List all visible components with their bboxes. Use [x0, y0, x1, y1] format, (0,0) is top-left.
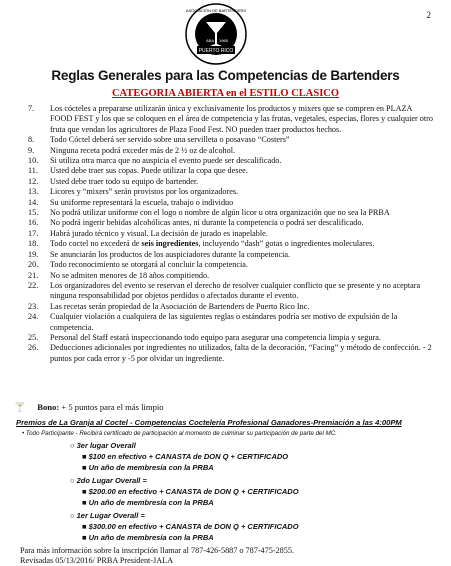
rule-item	[28, 135, 433, 145]
bono-label: Bono:	[37, 402, 60, 412]
rule-number: 26.	[28, 343, 39, 353]
rule-number: 16.	[28, 218, 39, 228]
rule-text: No podrá utilizar uniforme con el logo o nombre de algún licor u otra organización que no sea la PRBA	[50, 208, 390, 218]
rule-number: 22.	[28, 280, 39, 290]
emphasis-text: seis ingredientes	[141, 239, 199, 249]
prize-text: $100 en efectivo + CANASTA de DON Q + CERTIFICADO	[88, 452, 289, 461]
rule-number: 17.	[28, 228, 39, 238]
rule-item	[28, 312, 433, 333]
rules-list	[28, 104, 433, 364]
place-label-text: 1er Lugar Overall =	[76, 511, 145, 520]
association-logo	[184, 2, 248, 66]
place-label-text: 2do Lugar Overall =	[76, 476, 147, 485]
rule-text: Su uniforme representará la escuela, trabajo o individuo	[50, 197, 234, 207]
place-1-prize: ■ $300.00 en efectivo + CANASTA de DON Q + CERTIFICADO	[82, 522, 299, 531]
rule-number: 12.	[28, 176, 39, 186]
rule-text: Las recetas serán propiedad de la Asociación de Bartenders de Puerto Rico Inc.	[50, 301, 310, 311]
prize-text: Un año de membresía con la PRBA	[88, 498, 214, 507]
premios-title: Premios de La Granja al Coctel - Competencias Coctelería Profesional Ganadores-Premiación a las 4:00PM	[16, 418, 402, 427]
premios-intro-text: Todo Participante - Recibirá certificado de participación al momento de culminar su participación de parte del MC.	[25, 430, 337, 437]
place-3-prize: ■ Un año de membresía con la PRBA	[82, 463, 214, 472]
rule-item	[28, 281, 433, 302]
rule-item	[28, 187, 433, 197]
rule-item	[28, 104, 433, 135]
rule-number: 20.	[28, 260, 39, 270]
logo-year: 1965	[219, 38, 228, 43]
prize-text: Un año de membresía con la PRBA	[88, 463, 214, 472]
rule-text: Habrá jurado técnico y visual. La decisión de jurado es inapelable.	[50, 228, 268, 238]
rule-text: Los cócteles a prepararse utilizarán única y exclusivamente los productos y mixers que se compren en PLAZA FOOD FEST y los que se coloquen en el área de competencia y las frutas, vegetales, especias, flores y cualquier otro fruta que vendan los agricultores de Plaza Food Fest. NO pueden traer productos hechos.	[50, 104, 433, 134]
rule-number: 8.	[28, 135, 35, 145]
rule-item	[28, 239, 433, 249]
logo-initials: ABA	[206, 38, 215, 43]
place-1-label: ○ 1er Lugar Overall =	[70, 511, 145, 520]
prize-text: $300.00 en efectivo + CANASTA de DON Q + CERTIFICADO	[88, 522, 299, 531]
place-1-prize: ■ Un año de membresía con la PRBA	[82, 533, 214, 542]
rule-text: Ninguna receta podrá exceder más de 2 ½ oz de alcohol.	[50, 145, 236, 155]
rule-text: Si utiliza otra marca que no auspicia el evento puede ser descalificado.	[50, 156, 282, 166]
rule-number: 11.	[28, 166, 38, 176]
footer-revised: Revisadas 05/13/2016/ PRBA President-JALA	[20, 556, 174, 565]
rule-item	[28, 302, 433, 312]
place-3-label: ○ 3er lugar Overall	[70, 441, 136, 450]
place-3-prize: ■ $100 en efectivo + CANASTA de DON Q + CERTIFICADO	[82, 452, 289, 461]
rule-text: Todo Cóctel deberá ser servido sobre una servilleta o posavaso “Costers”	[50, 135, 290, 145]
rule-item	[28, 156, 433, 166]
rule-item	[28, 271, 433, 281]
footer-info: Para más información sobre la inscripción llamar al 787-426-5887 o 787-475-2855.	[20, 546, 294, 555]
rule-number: 24.	[28, 312, 39, 322]
rule-number: 21.	[28, 270, 39, 280]
rule-number: 25.	[28, 332, 39, 342]
bono-line	[14, 402, 164, 413]
place-2-prize: ■ Un año de membresía con la PRBA	[82, 498, 214, 507]
rule-number: 19.	[28, 249, 39, 259]
logo-ring-text: ASOCIACIÓN DE BARTENDERS	[185, 8, 247, 13]
rule-text: Deducciones adicionales por ingredientes no utilizados, falta de la decoración, “Facing” y método de confección. - 2 puntos por cada error y -5 por olvidar un ingrediente.	[50, 343, 432, 363]
prize-text: $200.00 en efectivo + CANASTA de DON Q + CERTIFICADO	[88, 487, 299, 496]
rule-number: 23.	[28, 301, 39, 311]
rule-text: Usted debe traer sus copas. Puede utilizar la copa que desee.	[50, 166, 248, 176]
premios-intro: • Todo Participante - Recibirá certificado de participación al momento de culminar su participación de parte del MC.	[22, 430, 337, 437]
logo-location: PUERTO RICO	[198, 48, 234, 54]
rule-number: 14.	[28, 197, 39, 207]
bono-text: + 5 puntos para el más limpio	[61, 402, 164, 412]
rule-text: Licores y “mixers” serán provistos por los organizadores.	[50, 187, 239, 197]
page-title: Reglas Generales para las Competencias de Bartenders	[51, 68, 400, 83]
page-number: 2	[426, 10, 431, 20]
rule-item	[28, 250, 433, 260]
place-2-label: ○ 2do Lugar Overall =	[70, 476, 147, 485]
rule-item	[28, 343, 433, 364]
rule-number: 7.	[28, 104, 35, 113]
rule-text: No se admiten menores de 18 años compitiendo.	[50, 270, 210, 280]
rule-item	[28, 229, 433, 239]
rule-item	[28, 146, 433, 156]
rule-text: Todo coctel no excederá de seis ingredientes, incluyendo “dash” gotas o ingredientes moleculares.	[50, 239, 375, 249]
place-2-prize: ■ $200.00 en efectivo + CANASTA de DON Q + CERTIFICADO	[82, 487, 299, 496]
place-label-text: 3er lugar Overall	[76, 441, 136, 450]
rule-item	[28, 333, 433, 343]
rule-item	[28, 177, 433, 187]
rule-item	[28, 166, 433, 176]
rule-number: 10.	[28, 156, 39, 166]
rule-number: 18.	[28, 239, 39, 249]
rule-item	[28, 208, 433, 218]
rule-number: 13.	[28, 187, 39, 197]
rule-number: 9.	[28, 145, 35, 155]
rule-text: Usted debe traer todo su equipo de bartender.	[50, 176, 199, 186]
rule-item	[28, 218, 433, 228]
page-subtitle: CATEGORIA ABIERTA en el ESTILO CLASICO	[111, 88, 340, 99]
rule-text: Cualquier violación a cualquiera de las siguientes reglas o estándares podría ser motivo de expulsión de la competencia.	[50, 312, 398, 332]
rule-text: Todo reconocimiento se otorgará al concluir la competencia.	[50, 260, 248, 270]
rule-text: Los organizadores del evento se reservan el derecho de resolver cualquier conflicto que se presente y no aceptara ninguna responsabilidad por objetos perdidos o afectados durante el evento.	[50, 280, 421, 301]
prize-text: Un año de membresía con la PRBA	[88, 533, 214, 542]
rule-number: 15.	[28, 208, 39, 218]
rule-text: Se anunciarán los productos de los auspiciadores durante la competencia.	[50, 249, 291, 259]
rule-text: No podrá ingerir bebidas alcohólicas antes, ni durante la competencia o podrá ser descalificado.	[50, 218, 364, 228]
rule-text: Personal del Staff estará inspeccionando todo equipo para asegurar una competencia limpia y segura.	[50, 332, 381, 342]
rule-item	[28, 198, 433, 208]
cocktail-glass-icon: 🍸	[14, 402, 26, 412]
rule-item	[28, 260, 433, 270]
